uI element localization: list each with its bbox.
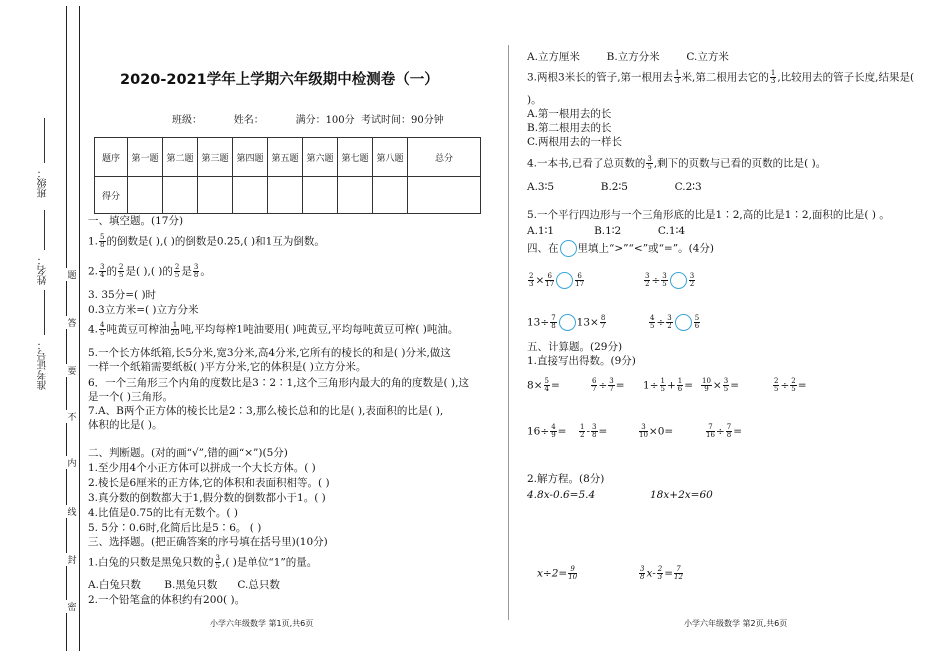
seal-char: 内	[66, 456, 78, 469]
choice-5: 5.一个平行四边形与一个三角形底的比是1∶2,高的比是1∶2,面积的比是( ) 。	[527, 209, 890, 221]
calc-item: $\frac{6}{7}$ ÷ $\frac{3}{7}$ =	[592, 377, 625, 393]
score-cell[interactable]	[233, 177, 268, 214]
question-5a: 5.一个长方体纸箱,长5分米,宽3分米,高4分米,它所有的棱长的和是( )分米,做这	[88, 347, 451, 359]
score-cell[interactable]	[198, 177, 233, 214]
question-6a: 6．一个三角形三个内角的度数比是3∶2∶1,这个三角形内最大的角的度数是( ),这	[88, 377, 469, 389]
page-title: 2020-2021学年上学期六年级期中检测卷（一）	[120, 72, 439, 88]
score-cell[interactable]	[338, 177, 373, 214]
judge-3: 3.真分数的倒数都大于1,假分数的倒数都小于1。( )	[88, 492, 326, 504]
name-label: 姓名：	[38, 255, 49, 285]
compare-circle[interactable]	[675, 314, 692, 331]
choice-1: 1.白兔的只数是黑兔只数的 $\frac{3}{5}$ ,( )是单位“1”的量。	[88, 554, 318, 570]
choice-1-options: A.白兔只数 B.黑兔只数 C.总只数	[88, 579, 280, 591]
compare-4: $\frac{4}{5}$ ÷ $\frac{3}{2}$ $\frac{5}{6}$	[650, 314, 700, 330]
compare-2: $\frac{3}{2}$ ÷ $\frac{3}{5}$ $\frac{3}{2}$	[645, 272, 695, 288]
judge-5: 5. 5分∶0.6时,化简后比是5∶6。 ( )	[88, 522, 262, 534]
compare-circle[interactable]	[556, 272, 573, 289]
equation-2: 18x+2x=60	[650, 489, 713, 501]
seal-char: 要	[66, 364, 78, 377]
id-blank[interactable]	[44, 290, 45, 335]
question-7a: 7.A、B两个正方体的棱长比是2∶3,那么棱长总和的比是( ),表面积的比是( ),	[88, 405, 444, 417]
score-col-header: 第五题	[268, 138, 303, 177]
choice-3-option-b: B.第二根用去的长	[527, 122, 612, 134]
score-col-header: 第三题	[198, 138, 233, 177]
choice-3-option-a: A.第一根用去的长	[527, 108, 612, 120]
footer-right: 小学六年级数学 第2页,共6页	[684, 619, 788, 628]
score-col-header: 总分	[408, 138, 481, 177]
score-row-label: 得分	[95, 177, 128, 214]
choice-4-options: A.3∶5 B.2∶5 C.2∶3	[527, 181, 702, 193]
score-cell[interactable]	[408, 177, 481, 214]
question-5b: 一样一个纸箱需要纸板( )平方分米,它的体积是( )立方分米。	[88, 361, 367, 373]
question-2: 2. $\frac{3}{4}$ 的 $\frac{2}{5}$ 是( ),( )的 $\frac{2}{5}$ 是 $\frac{3}{8}$ 。	[88, 263, 211, 279]
score-cell[interactable]	[303, 177, 338, 214]
question-7b: 体积的比是( )。	[88, 419, 163, 431]
question-3b: 0.3立方米=( )立方分米	[88, 304, 199, 316]
calc-item: 16÷ $\frac{4}{9}$ =	[527, 423, 567, 439]
equation-3: x÷2= $\frac{9}{10}$	[537, 565, 578, 581]
score-cell[interactable]	[373, 177, 408, 214]
choice-2-options: A.立方厘米 B.立方分米 C.立方米	[527, 51, 729, 63]
compare-1: $\frac{2}{3}$ × $\frac{6}{17}$ $\frac{6}{17}$	[529, 272, 585, 288]
footer-left: 小学六年级数学 第1页,共6页	[210, 619, 314, 628]
seal-char: 密	[66, 600, 78, 613]
score-col-header: 第六题	[303, 138, 338, 177]
compare-circle[interactable]	[670, 272, 687, 289]
compare-circle[interactable]	[559, 314, 576, 331]
seal-char: 封	[66, 553, 78, 566]
column-divider	[508, 45, 509, 620]
section-1-title: 一、填空题。(17分)	[88, 215, 184, 227]
score-col-header: 第一题	[128, 138, 163, 177]
choice-3-option-c: C.两根用去的一样长	[527, 136, 622, 148]
class-label: 班级：	[38, 168, 49, 198]
choice-5-options: A.1∶1 B.1∶2 C.1∶4	[527, 225, 686, 237]
score-table	[94, 137, 481, 214]
section-5-title: 五、计算题。(29分)	[527, 341, 623, 353]
score-header-label: 题序	[95, 138, 128, 177]
compare-3: 13÷ $\frac{7}{8}$ 13× $\frac{8}{7}$	[527, 314, 606, 330]
class-blank[interactable]	[44, 118, 45, 163]
question-1: 1. $\frac{5}{8}$ 的倒数是( ),( )的倒数是0.25,( )和1互为倒数。	[88, 233, 325, 249]
seal-char: 答	[66, 316, 78, 329]
question-4: 4. $\frac{4}{5}$ 吨黄豆可榨油 $\frac{1}{20}$ 吨,平均每榨1吨油要用( )吨黄豆,平均每吨黄豆可榨( )吨油。	[88, 321, 459, 337]
equation-1: 4.8x-0.6=5.4	[527, 489, 596, 501]
section-2-title: 二、判断题。(对的画“√”,错的画“×”)(5分)	[88, 447, 288, 459]
question-6b: 是一个( )三角形。	[88, 391, 174, 403]
id-label: 准考证号：	[38, 340, 49, 390]
calc-item: $\frac{3}{10}$ ×0=	[639, 423, 674, 439]
info-line: 班级： 姓名： 满分：100分 考试时间：90分钟	[172, 115, 444, 126]
judge-2: 2.棱长是6厘米的正方体,它的体积和表面积相等。( )	[88, 477, 330, 489]
score-col-header: 第八题	[373, 138, 408, 177]
seal-char: 不	[66, 410, 78, 423]
seal-char: 题	[66, 268, 78, 281]
seal-char: 线	[66, 505, 78, 518]
question-3a: 3. 35分=( )时	[88, 289, 157, 301]
choice-4: 4.一本书,已看了总页数的 $\frac{3}{5}$ ,剩下的页数与已看的页数的比是( )。	[527, 155, 827, 171]
calc-item: $\frac{10}{9}$ × $\frac{3}{5}$ =	[702, 377, 740, 393]
score-col-header: 第四题	[233, 138, 268, 177]
calc-item: $\frac{7}{16}$ ÷ $\frac{7}{8}$ =	[706, 423, 743, 439]
calc-item: $\frac{2}{5}$ ÷ $\frac{2}{5}$ =	[774, 377, 807, 393]
calc-item: $\frac{1}{2}$ - $\frac{3}{8}$ =	[580, 423, 608, 439]
calc-subtitle: 1.直接写出得数。(9分)	[527, 355, 636, 367]
choice-2: 2.一个铅笔盒的体积约有200( )。	[88, 594, 246, 606]
choice-3: 3.两根3米长的管子,第一根用去 $\frac{1}{3}$ 米,第二根用去它的 $\frac{1}{3}$ ,比较用去的管子长度,结果是(	[527, 69, 915, 85]
section-3-title: 三、选择题。(把正确答案的序号填在括号里)(10分)	[88, 536, 328, 548]
calc-item: 8× $\frac{5}{4}$ =	[527, 377, 560, 393]
section-4-title: 四、在 里填上“>”“<”或“=”。(4分)	[527, 240, 714, 257]
judge-1: 1.至少用4个小正方体可以拼成一个大长方体。( )	[88, 462, 316, 474]
calc-item: 1÷ $\frac{1}{5}$ + $\frac{1}{6}$ =	[643, 377, 694, 393]
name-blank[interactable]	[44, 210, 45, 250]
score-cell[interactable]	[268, 177, 303, 214]
score-cell[interactable]	[163, 177, 198, 214]
choice-3-end: )。	[527, 94, 542, 106]
equation-subtitle: 2.解方程。(8分)	[527, 473, 605, 485]
equation-4: $\frac{3}{8}$ x- $\frac{2}{3}$ = $\frac{7}{12}$	[640, 565, 683, 581]
score-cell[interactable]	[128, 177, 163, 214]
circle-blank-icon	[560, 240, 577, 257]
score-col-header: 第二题	[163, 138, 198, 177]
score-col-header: 第七题	[338, 138, 373, 177]
judge-4: 4.比值是0.75的比有无数个。( )	[88, 507, 238, 519]
